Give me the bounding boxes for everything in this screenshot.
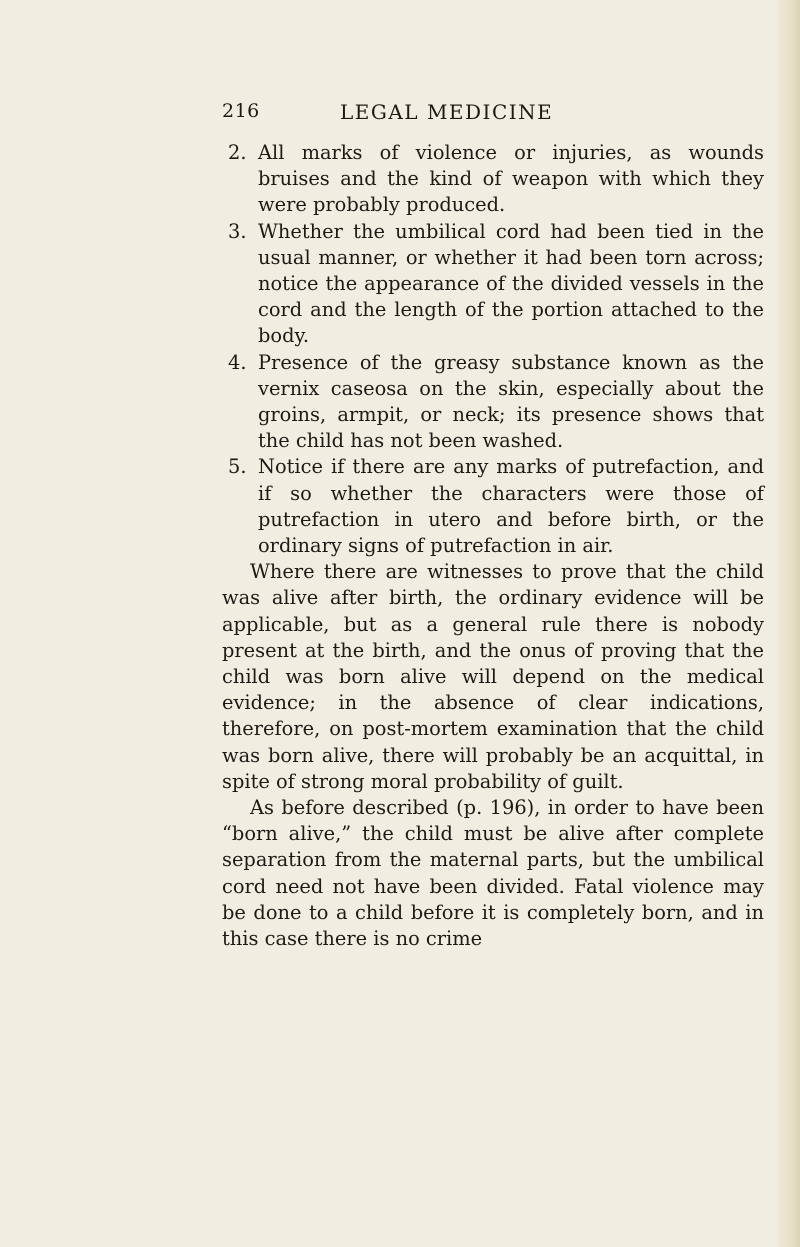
item-text: Notice if there are any marks of putrefaction, and if so whether the characters were those of putrefaction in utero and before birth, or the ordinary signs of putrefaction in air. [258, 455, 764, 558]
running-head [0, 100, 800, 130]
numbered-item-4 [222, 350, 764, 455]
paragraph-witnesses: Where there are witnesses to prove that the child was alive after birth, the ordinary evidence will be applicable, but as a general rule there is nobody present at the birth, and the onus of proving that the child was born alive will depend on the medical evidence; in the absence of clear indications, therefore, on post-mortem examination that the child was born alive, there will probably be an acquittal, in spite of strong moral probability of guilt. [222, 560, 764, 793]
item-text: All marks of violence or injuries, as wounds bruises and the kind of weapon with which they were probably produced. [258, 141, 764, 217]
page-edge [778, 0, 800, 1247]
numbered-item-2 [222, 140, 764, 219]
item-text: Presence of the greasy substance known as the vernix caseosa on the skin, especially about the groins, armpit, or neck; its presence shows that the child has not been washed. [258, 350, 764, 453]
numbered-item-3 [222, 219, 764, 350]
item-number: 2. [228, 141, 247, 164]
item-number: 5. [228, 455, 247, 479]
page-number: 216 [222, 100, 260, 122]
paragraph-born-alive: As before described (p. 196), in order to have been “born alive,” the child must be alive after complete separation from the maternal parts, but the umbilical cord need not have been divided. Fatal violence may be done to a child before it is completely born, and in this case there is no crime [222, 796, 764, 951]
item-number: 4. [228, 350, 247, 374]
book-title: LEGAL MEDICINE [340, 100, 554, 124]
body-text [222, 140, 764, 952]
item-number: 3. [228, 219, 247, 243]
numbered-item-5 [222, 454, 764, 559]
item-text: Whether the umbilical cord had been tied in the usual manner, or whether it had been torn across; notice the appearance of the divided vessels in the cord and the length of the portion attached to the body. [258, 219, 764, 348]
